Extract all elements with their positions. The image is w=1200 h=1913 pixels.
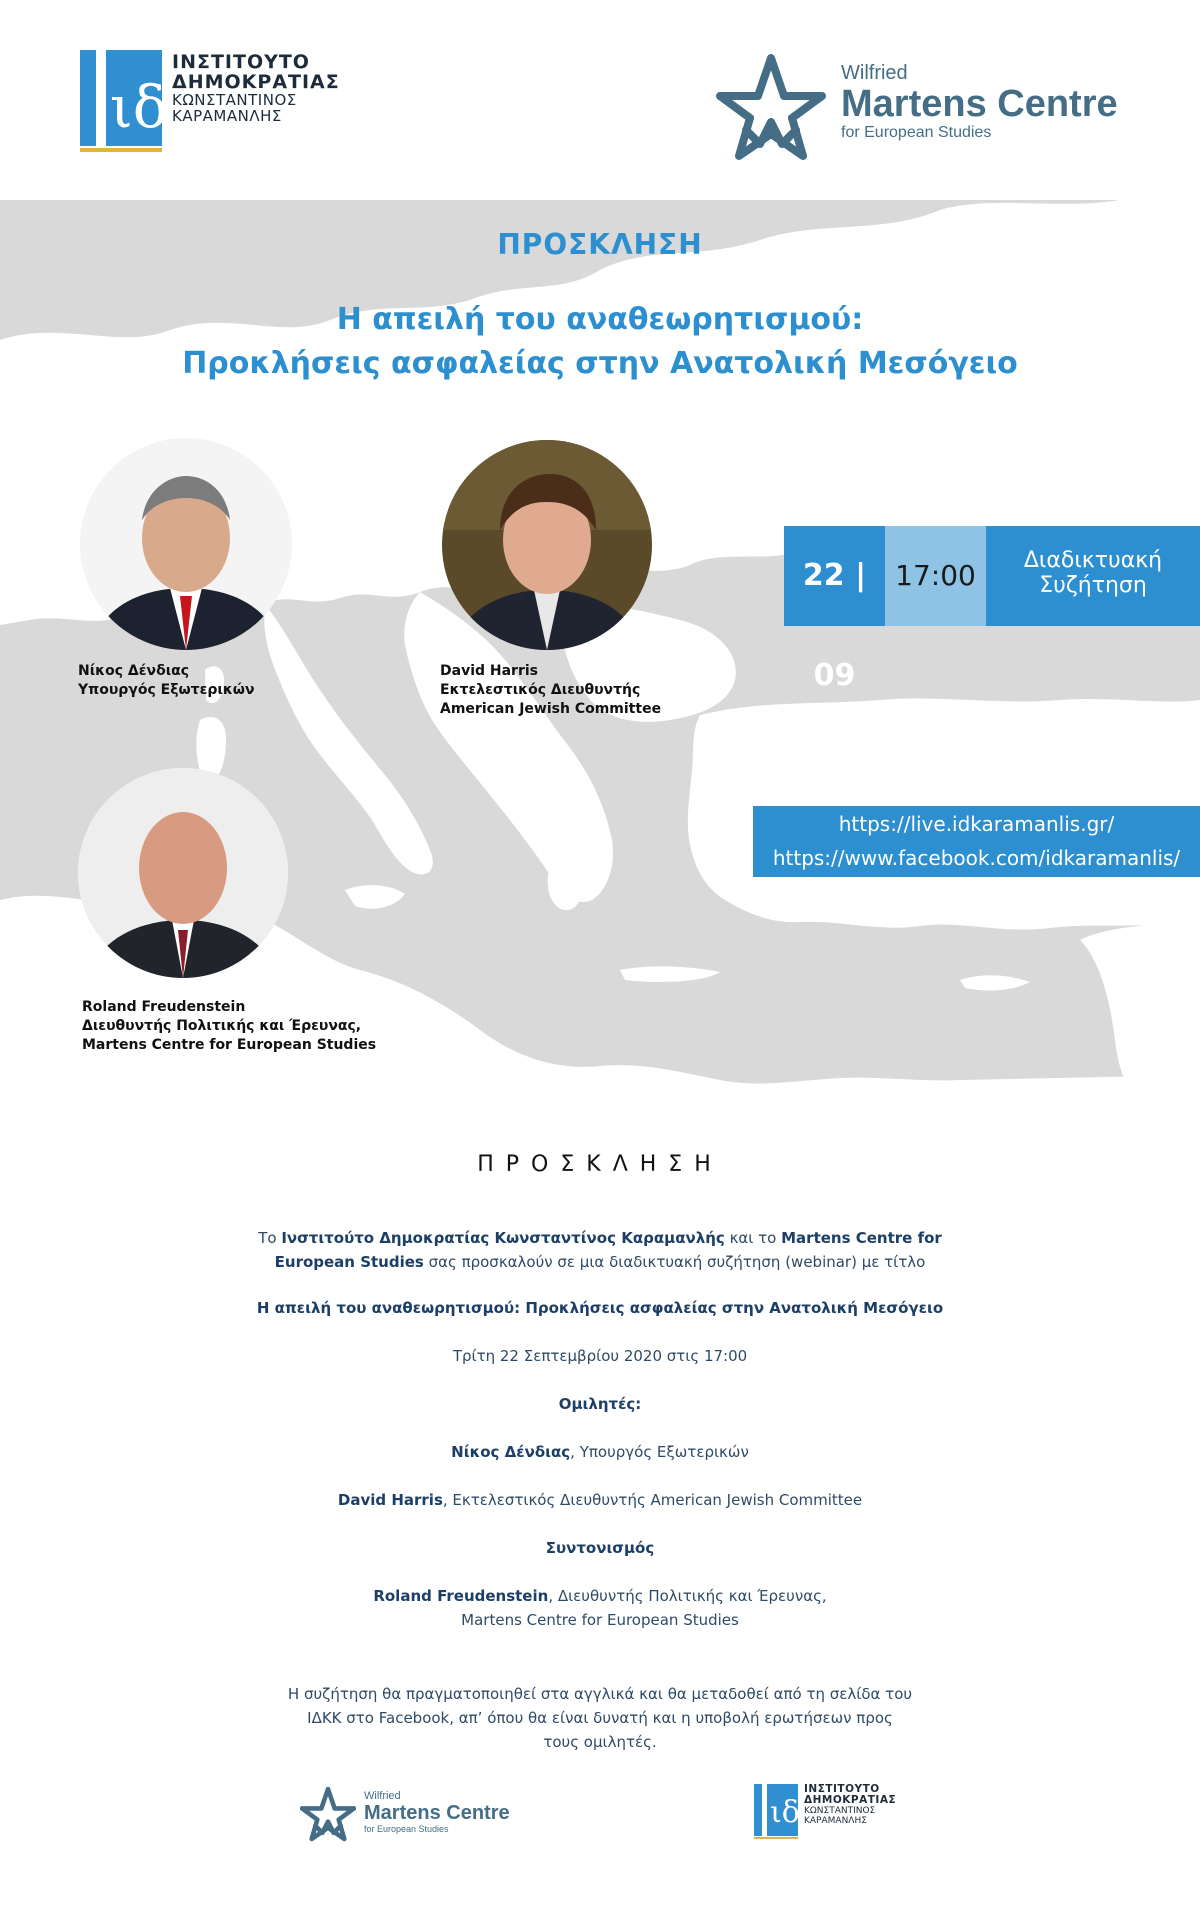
intro-mid: και το — [724, 1229, 782, 1247]
speaker-line-name: David Harris — [337, 1491, 443, 1509]
event-format — [986, 526, 1200, 626]
martens-logo-line3: for European Studies — [841, 124, 992, 141]
footer-idk-glyph: ιδ — [770, 1795, 800, 1830]
banner-title-line1: Η απειλή του αναθεωρητισμού: — [336, 302, 864, 337]
event-date: 22 | 09 — [784, 526, 885, 626]
speaker-photo-dendias — [80, 438, 292, 650]
stream-link-facebook[interactable]: https://www.facebook.com/idkaramanlis/ — [772, 846, 1181, 870]
stream-link-live[interactable]: https://live.idkaramanlis.gr/ — [838, 812, 1115, 836]
event-date-box — [784, 526, 1200, 693]
footer-martens-logo — [300, 1786, 530, 1846]
star-icon — [300, 1786, 356, 1842]
martens-logo — [716, 52, 1136, 162]
moderator-organization: Martens Centre for European Studies — [461, 1611, 739, 1629]
event-format-line2: Συζήτηση — [1039, 573, 1147, 598]
martens-logo-line1: Wilfried — [841, 62, 908, 84]
footer-martens-line3: for European Studies — [364, 1824, 449, 1834]
speakers-label — [240, 1392, 960, 1416]
speaker-role: Εκτελεστικός Διευθυντής — [440, 682, 641, 698]
footer-idk-line3: ΚΩΝΣΤΑΝΤΙΝΟΣ — [804, 1806, 876, 1816]
footer-idk-logo — [754, 1784, 914, 1840]
event-title-text: Η απειλή του αναθεωρητισμού: Προκλήσεις ασφαλείας στην Ανατολική Μεσόγειο — [256, 1299, 944, 1317]
speaker-line-role: , Υπουργός Εξωτερικών — [570, 1443, 749, 1461]
event-datetime: Τρίτη 22 Σεπτεμβρίου 2020 στις 17:00 — [452, 1347, 748, 1365]
intro-pre: Το — [258, 1229, 282, 1247]
speaker-name: Roland Freudenstein — [82, 999, 246, 1015]
broadcast-note-line2: ΙΔΚΚ στο Facebook, απ’ όπου θα είναι δυνατή και η υποβολή ερωτήσεων προς — [307, 1709, 893, 1727]
intro-post: σας προσκαλούν σε μια διαδικτυακή συζήτηση (webinar) με τίτλο — [423, 1253, 926, 1271]
speaker-line-role: , Εκτελεστικός Διευθυντής American Jewish Committee — [442, 1491, 863, 1509]
speaker-organization: Martens Centre for European Studies — [82, 1037, 377, 1053]
intro-org-martens: Martens Centre for European Studies — [274, 1229, 942, 1271]
event-format-line1: Διαδικτυακή — [1023, 548, 1163, 573]
footer-martens-line1: Wilfried — [364, 1790, 401, 1802]
footer-idk-mark — [754, 1784, 798, 1836]
speaker-caption-freudenstein — [82, 998, 376, 1055]
speaker-role: Υπουργός Εξωτερικών — [78, 682, 255, 698]
speaker-photo-freudenstein — [78, 768, 288, 978]
moderation-label — [240, 1536, 960, 1560]
broadcast-note-line3: τους ομιλητές. — [543, 1733, 657, 1751]
speaker-organization: American Jewish Committee — [440, 701, 662, 717]
banner-label: ΠΡΟΣΚΛΗΣΗ — [497, 228, 703, 261]
martens-logo-line2: Martens Centre — [841, 83, 1118, 125]
moderator-name: Roland Freudenstein — [373, 1587, 549, 1605]
footer-idk-line1: ΙΝΣΤΙΤΟΥΤΟ — [804, 1783, 880, 1795]
speakers-label-text: Ομιλητές: — [558, 1395, 642, 1413]
footer-martens-line2: Martens Centre — [364, 1802, 510, 1824]
broadcast-note-line1: Η συζήτηση θα πραγματοποιηθεί στα αγγλικά και θα μεταδοθεί από τη σελίδα του — [287, 1685, 913, 1703]
idk-logo-glyph: ιδ — [110, 73, 168, 141]
intro-org-idk: Ινστιτούτο Δημοκρατίας Κωνσταντίνος Καραμανλής — [281, 1229, 725, 1247]
banner-title-line2: Προκλήσεις ασφαλείας στην Ανατολική Μεσόγειο — [182, 346, 1018, 381]
idk-logo-line3: ΚΩΝΣΤΑΝΤΙΝΟΣ — [172, 91, 297, 109]
idk-logo — [80, 50, 380, 152]
speaker-name: Νίκος Δένδιας — [78, 663, 190, 679]
idk-logo-line2: ΔΗΜΟΚΡΑΤΙΑΣ — [172, 71, 340, 93]
banner-title — [0, 298, 1200, 386]
speaker-caption-harris — [440, 662, 661, 719]
speaker-caption-dendias — [78, 662, 255, 700]
moderation-label-text: Συντονισμός — [545, 1539, 655, 1557]
broadcast-note — [240, 1682, 960, 1754]
moderator-line — [240, 1584, 960, 1632]
speaker-line-name: Νίκος Δένδιας — [451, 1443, 571, 1461]
speaker-role: Διευθυντής Πολιτικής και Έρευνας, — [82, 1018, 362, 1034]
speaker-photo-harris — [442, 440, 652, 650]
footer-idk-line4: ΚΑΡΑΜΑΝΛΗΣ — [804, 1816, 867, 1826]
event-title — [240, 1296, 960, 1320]
idk-logo-mark — [80, 50, 168, 146]
speaker-line-dendias — [240, 1440, 960, 1464]
speaker-line-harris — [240, 1488, 960, 1512]
idk-logo-line4: ΚΑΡΑΜΑΝΛΗΣ — [172, 107, 282, 125]
footer-idk-line2: ΔΗΜΟΚΡΑΤΙΑΣ — [804, 1794, 897, 1806]
speaker-name: David Harris — [440, 663, 538, 679]
invitation-intro — [240, 1226, 960, 1274]
invitation-heading: ΠΡΟΣΚΛΗΣΗ — [477, 1152, 723, 1177]
event-time: 17:00 — [885, 526, 986, 626]
idk-logo-line1: ΙΝΣΤΙΤΟΥΤΟ — [172, 51, 310, 73]
star-icon — [716, 52, 826, 162]
stream-links-box — [753, 806, 1200, 877]
moderator-role: , Διευθυντής Πολιτικής και Έρευνας, — [548, 1587, 827, 1605]
